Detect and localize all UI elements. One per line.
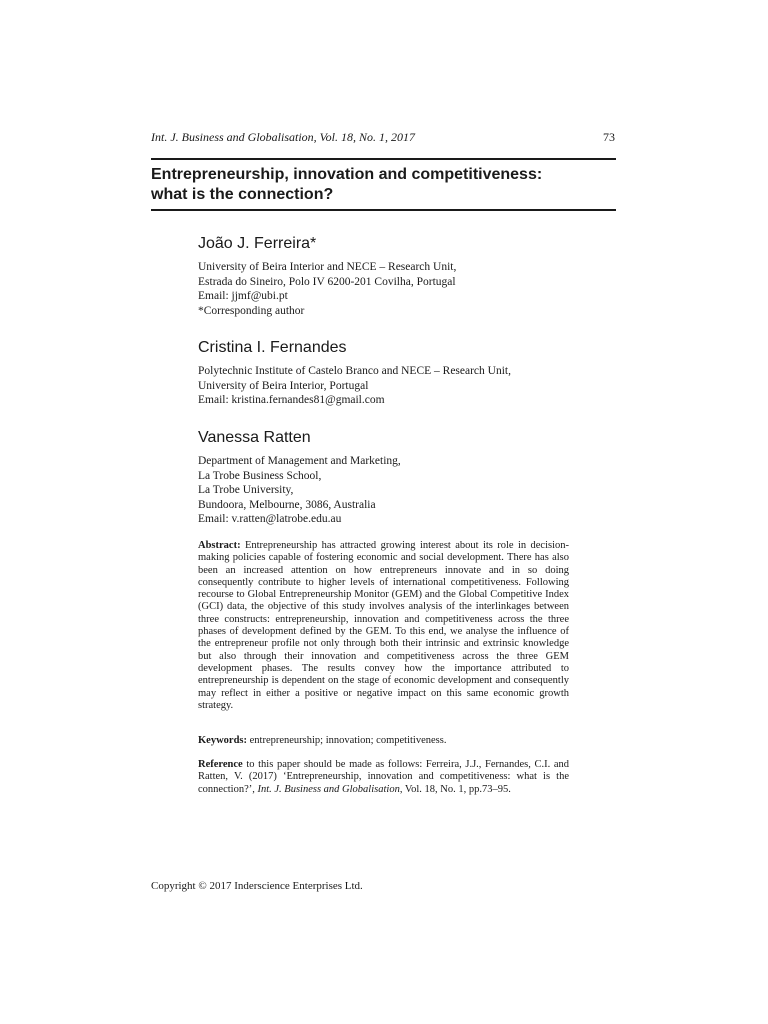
affiliation-line: Polytechnic Institute of Castelo Branco and NECE – Research Unit, [198,365,511,377]
affiliation-line: University of Beira Interior and NECE – Research Unit, [198,261,457,273]
abstract-text: Entrepreneurship has attracted growing interest about its role in decision-making policies capable of fostering economic and social development. There has also been an increased attention on how entrepreneurs innovate and in so doing consequently contribute to higher levels of international competitiveness. Following recourse to Global Entrepreneurship Monitor (GEM) and the Global Competitive Index (GCI) data, the objective of this study involves analysis of the interlinkages between three constructs: entrepreneurship, innovation and competitiveness across the three phases of development defined by the GEM. To this end, we analyse the influence of the entrepreneur profile not only through both their intrinsic and extrinsic knowledge but also through their innovation and competitiveness across the three GEM development phases. The results convey how the importance attributed to entrepreneurship is dependent on the stage of economic development and consequently may reflect in either a positive or negative impact on this same economic growth strategy. [198,540,569,711]
reference-text: to this paper should be made as follows: Ferreira, J.J., Fernandes, C.I. and Ratten, V. (2017) ‘Entrepreneurship, innovation and competitiveness: what is the connection?’, [198,759,570,795]
paper-title [151,165,615,205]
keywords-label: Keywords: [198,735,247,746]
abstract [198,540,569,712]
title-rule-top [151,158,616,160]
page-number: 73 [603,130,615,144]
author-block-ferreira [198,234,618,318]
reference-journal: Int. J. Business and Globalisation [257,783,400,795]
corresponding-author-note: *Corresponding author [198,304,305,317]
title-line-1: Entrepreneurship, innovation and competitiveness: [151,166,543,183]
affiliation-line: Department of Management and Marketing, [198,455,401,467]
copyright-notice: Copyright © 2017 Inderscience Enterprises Ltd. [151,880,363,892]
author-name: Cristina I. Fernandes [198,339,347,356]
keywords-text: entrepreneurship; innovation; competitiveness. [249,735,447,746]
address-line: Bundoora, Melbourne, 3086, Australia [198,498,376,511]
journal-citation: Int. J. Business and Globalisation, Vol. 18, No. 1, 2017 [151,130,415,144]
keywords [198,735,569,747]
affiliation-line: University of Beira Interior, Portugal [198,379,369,392]
title-line-2: what is the connection? [151,186,334,203]
email-line: Email: jjmf@ubi.pt [198,290,288,302]
author-name: Vanessa Ratten [198,429,311,446]
running-header [151,130,615,145]
reference-note [198,759,569,796]
author-name: João J. Ferreira* [198,235,317,252]
reference-label: Reference [198,759,243,770]
email-line: Email: kristina.fernandes81@gmail.com [198,394,385,406]
address-line: Estrada do Sineiro, Polo IV 6200-201 Covilha, Portugal [198,275,456,288]
abstract-label: Abstract: [198,540,241,551]
email-line: Email: v.ratten@latrobe.edu.au [198,513,342,525]
affiliation-line: La Trobe University, [198,484,294,496]
author-block-ratten [198,428,618,527]
author-block-fernandes [198,338,618,408]
affiliation-line: La Trobe Business School, [198,469,322,482]
title-rule-bottom [151,209,616,211]
reference-volume: , Vol. 18, No. 1, pp.73–95. [399,783,511,795]
